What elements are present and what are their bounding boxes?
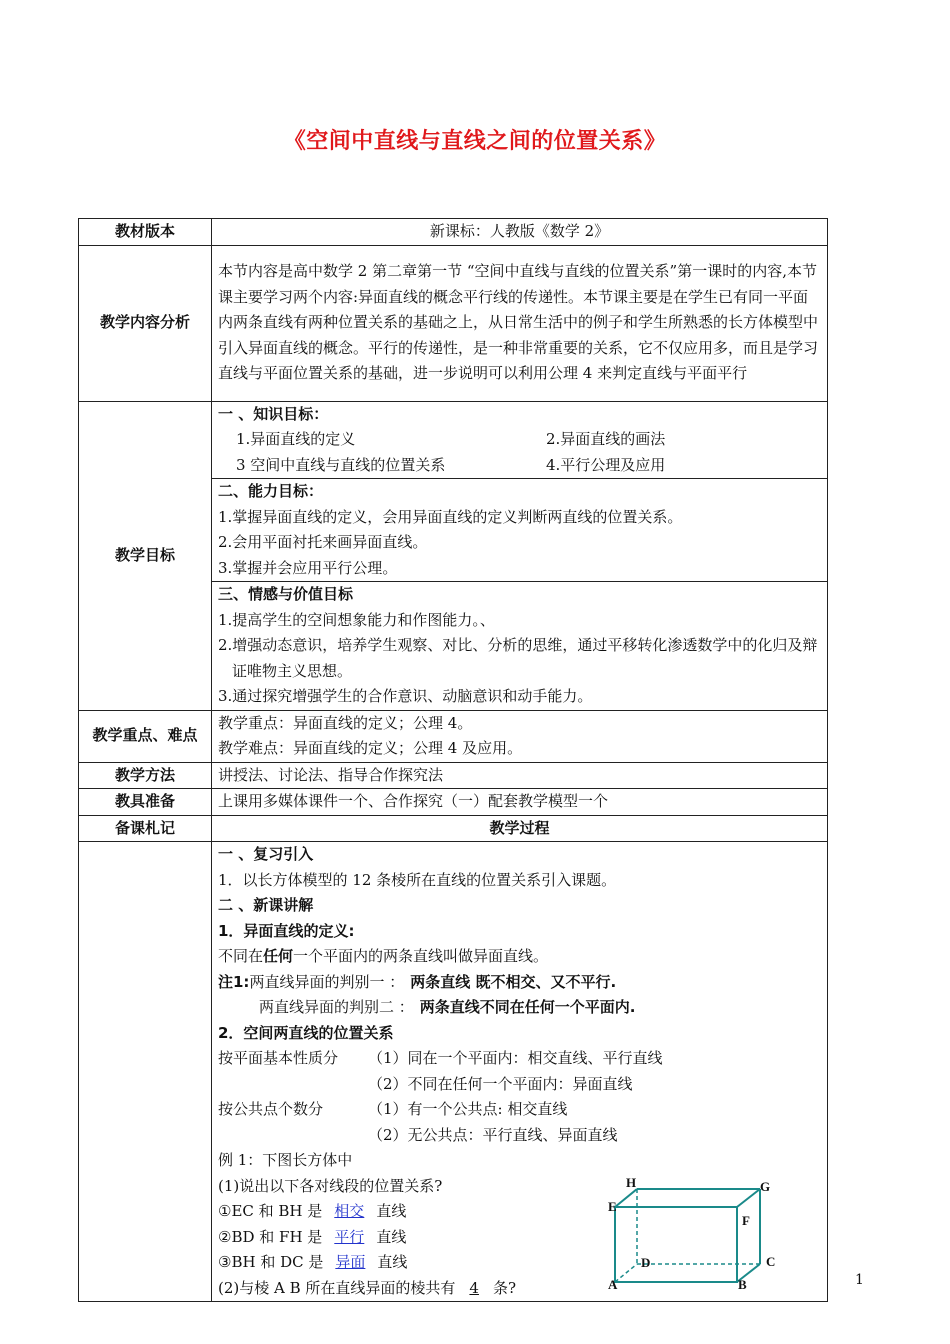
section-review: 一 、复习引入: [218, 845, 314, 863]
ability-title: 二、能力目标：: [218, 482, 324, 500]
label-E: E: [608, 1199, 617, 1214]
definition-emphasis: 任何: [263, 947, 294, 965]
keypoint-line-1: 教学重点：异面直线的定义；公理 4。: [218, 713, 473, 732]
page-number: 1: [855, 1272, 864, 1288]
knowledge-item-1: 1.异面直线的定义: [236, 430, 356, 448]
label-F: F: [742, 1213, 750, 1228]
tools-label: 教具准备: [79, 789, 212, 816]
keypoints-label: 教学重点、难点: [79, 710, 212, 762]
knowledge-item-3: 3 空间中直线与直线的位置关系: [236, 455, 446, 474]
q1c-prompt: ③BH 和 DC 是: [218, 1253, 324, 1271]
label-G: G: [760, 1179, 771, 1194]
label-D: D: [641, 1255, 651, 1270]
label-C: C: [766, 1254, 776, 1269]
edition-label: 教材版本: [79, 219, 212, 246]
classification-2b: （2）无公共点：平行直线、异面直线: [368, 1125, 618, 1144]
knowledge-item-2: 2.异面直线的画法: [546, 430, 666, 448]
definition-part-1: 不同在: [218, 947, 264, 965]
q1b-prompt: ②BD 和 FH 是: [218, 1227, 323, 1246]
edition-value: 新课标：人教版《数学 2》: [212, 219, 828, 246]
relation-heading: 2．空间两直线的位置关系: [218, 1023, 394, 1042]
section-new-lesson: 二 、新课讲解: [218, 896, 314, 914]
cuboid-front-face: [615, 1207, 737, 1282]
q1a-suffix: 直线: [376, 1202, 407, 1220]
classification-2a-text: （1）有一个公共点: 相交直线: [368, 1100, 568, 1118]
ability-item-1: 1.掌握异面直线的定义，会用异面直线的定义判断两直线的位置关系。: [218, 507, 683, 526]
note-2: [218, 995, 821, 1021]
keypoint-line-2: 教学难点：异面直线的定义；公理 4 及应用。: [218, 739, 523, 757]
label-A: A: [608, 1277, 618, 1292]
method-value: 讲授法、讨论法、指导合作探究法: [212, 762, 828, 789]
q2-suffix: 条?: [492, 1278, 517, 1297]
goals-label: 教学目标: [79, 401, 212, 710]
ability-item-2: 2.会用平面衬托来画异面直线。: [218, 533, 428, 551]
classification-1a-text: （1）同在一个平面内：相交直线、平行直线: [368, 1049, 663, 1067]
knowledge-item-4: 4.平行公理及应用: [546, 455, 666, 474]
definition-part-2: 一个平面内的两条直线叫做异面直线。: [293, 947, 549, 965]
emotion-item-2: 2.增强动态意识，培养学生观察、对比、分析的思维，通过平移转化渗透数学中的化归及辩证唯物主义思想。: [218, 636, 818, 680]
ability-goals: [212, 479, 828, 582]
emotion-item-3: 3.通过探究增强学生的合作意识、动脑意识和动手能力。: [218, 687, 593, 705]
keypoints: [212, 710, 828, 762]
emotion-item-1: 1.提高学生的空间想象能力和作图能力。、: [218, 610, 495, 629]
lesson-plan-table: [78, 218, 828, 1302]
emotion-title: 三、情感与价值目标: [218, 585, 354, 603]
tools-value: 上课用多媒体课件一个、合作探究（一）配套教学模型一个: [212, 789, 828, 816]
cuboid-figure: [600, 1175, 800, 1295]
note-1: [218, 970, 821, 996]
note-2-criterion: 两直线异面的判别二 ：: [259, 998, 414, 1016]
document-title: 《空间中直线与直线之间的位置关系》: [283, 129, 667, 154]
edge-AD: [615, 1264, 637, 1282]
classification-2a: [218, 1097, 821, 1123]
notes-column: [79, 842, 212, 1302]
question-1: (1)说出以下各对线段的位置关系?: [218, 1176, 443, 1195]
label-B: B: [738, 1277, 747, 1292]
method-label: 教学方法: [79, 762, 212, 789]
note-1-criterion: 两直线异面的判别一 ：: [249, 972, 405, 991]
q1b-answer: 平行: [334, 1227, 365, 1246]
notes-label: 备课札记: [79, 815, 212, 842]
q2-prompt: (2)与棱 A B 所在直线异面的棱共有: [218, 1278, 456, 1297]
classification-1a: [218, 1046, 821, 1072]
process-header: 教学过程: [212, 815, 828, 842]
knowledge-title: 一 、知识目标：: [218, 404, 329, 423]
edge-EH: [615, 1189, 637, 1207]
review-item: 1．以长方体模型的 12 条棱所在直线的位置关系引入课题。: [218, 870, 617, 889]
q1c-answer: 异面: [335, 1253, 366, 1271]
note-label: 注1:: [218, 972, 250, 991]
example-title: 例 1：下图长方体中: [218, 1151, 353, 1169]
ability-item-3: 3.掌握并会应用平行公理。: [218, 558, 398, 577]
edge-FG: [737, 1189, 760, 1207]
q1a-answer: 相交: [334, 1202, 365, 1220]
classification-1b: （2）不同在任何一个平面内：异面直线: [368, 1074, 633, 1093]
analysis-text: 本节内容是高中数学 2 第二章第一节 “空间中直线与直线的位置关系”第一课时的内容,本节课主要学习两个内容:异面直线的概念平行线的传递性。本节课主要是在学生已有同一平面内两条直线有两种位置关系的基础之上，从日常生活中的例子和学生所熟悉的长方体模型中引入异面直线的概念。平行的传递性，是一种非常重要的关系，它不仅应用多，而且是学习直线与平面位置关系的基础，进一步说明可以利用公理 4 来判定直线与平面平行: [212, 245, 828, 401]
knowledge-goals: [212, 401, 828, 479]
analysis-label: 教学内容分析: [79, 245, 212, 401]
note-1-statement: 两条直线 既不相交、又不平行.: [410, 972, 617, 991]
q1b-suffix: 直线: [376, 1227, 407, 1246]
definition-heading: 1．异面直线的定义:: [218, 921, 355, 940]
q1c-suffix: 直线: [377, 1253, 408, 1271]
label-H: H: [626, 1175, 637, 1190]
q1a-prompt: ①EC 和 BH 是: [218, 1202, 323, 1220]
q2-answer: 4: [469, 1278, 479, 1297]
emotion-goals: [212, 582, 828, 711]
definition-text: [218, 944, 821, 970]
note-2-statement: 两条直线不同在任何一个平面内.: [419, 998, 636, 1016]
classification-1-label: 按平面基本性质分: [218, 1049, 339, 1067]
classification-2-label: 按公共点个数分: [218, 1100, 324, 1118]
